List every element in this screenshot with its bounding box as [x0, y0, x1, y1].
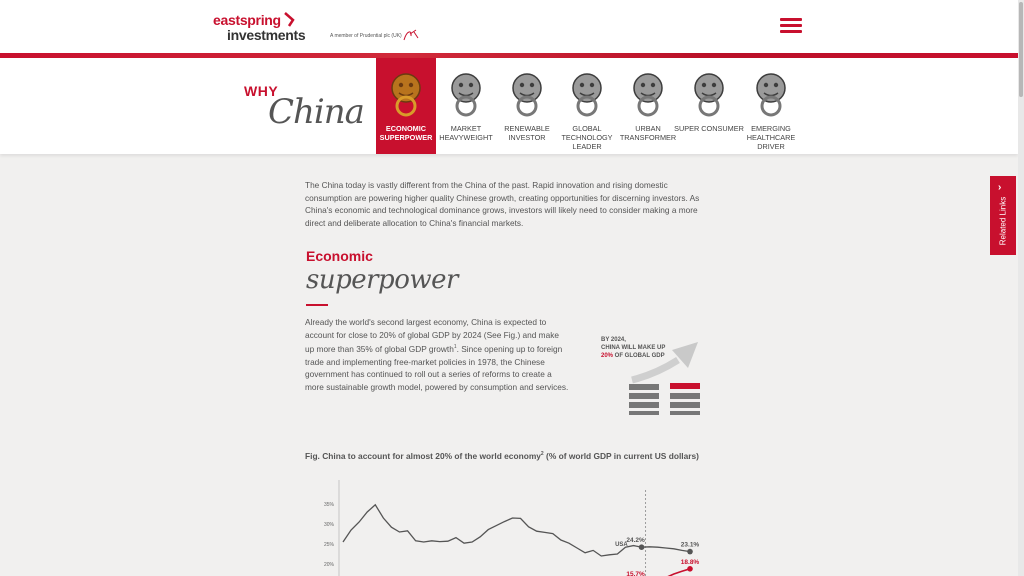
- gdp-growth-infographic: [626, 340, 706, 416]
- hero-china: China: [268, 92, 364, 132]
- y-tick-label: 35%: [323, 502, 334, 508]
- nav-item-global-technology-leader[interactable]: [557, 58, 617, 154]
- nav-item-label: ECONOMIC SUPERPOWER: [379, 124, 433, 142]
- page-scrollbar[interactable]: [1018, 0, 1024, 576]
- data-label: 15.7%: [626, 571, 645, 576]
- nav-item-label: MARKET HEAVYWEIGHT: [439, 124, 493, 142]
- menu-bar-icon: [780, 30, 802, 33]
- topic-navigation: [0, 58, 1018, 154]
- hamburger-menu-button[interactable]: [780, 18, 802, 34]
- series-line-china: [658, 569, 690, 576]
- data-point: [687, 566, 693, 572]
- related-links-tab[interactable]: [990, 176, 1016, 255]
- data-point: [687, 549, 693, 555]
- nav-item-label: GLOBAL TECHNOLOGY LEADER: [561, 124, 613, 151]
- nav-item-urban-transformer[interactable]: [618, 58, 678, 154]
- door-knocker-icon: [449, 72, 483, 118]
- scrollbar-thumb[interactable]: [1019, 2, 1023, 97]
- menu-bar-icon: [780, 18, 802, 21]
- series-line-usa: [343, 505, 690, 556]
- nav-item-label: RENEWABLE INVESTOR: [504, 124, 550, 142]
- menu-bar-icon: [780, 24, 802, 27]
- y-tick-label: 20%: [323, 562, 334, 568]
- door-knocker-icon: [389, 72, 423, 118]
- nav-item-label: URBAN TRANSFORMER: [619, 124, 677, 142]
- data-label: 24.2%: [626, 537, 645, 545]
- top-header: [0, 0, 1018, 53]
- y-tick-label: 25%: [323, 542, 334, 548]
- intro-paragraph: The China today is vastly different from the China of the past. Rapid innovation and rising domestic consumption are powering higher quality Chinese growth, creating opportunities for discerning investors. As China's economic and technological dominance grows, investors will likely need to consider making a more direct and deliberate allocation to China's financial markets.: [305, 180, 700, 228]
- hero-why: WHY: [244, 83, 279, 99]
- eastspring-logo[interactable]: [213, 12, 323, 42]
- logo-text-investments: investments: [227, 27, 306, 43]
- section-heading: Economic: [306, 248, 373, 264]
- member-tagline: A member of Prudential plc (UK): [330, 33, 402, 39]
- data-label: 23.1%: [680, 541, 700, 549]
- door-knocker-icon: [631, 72, 665, 118]
- gdp-callout: BY 2024, CHINA WILL MAKE UP 20% OF GLOBAL GDP: [601, 337, 666, 359]
- figure-title: Fig. China to account for almost 20% of the world economy$^2$ (% of world GDP in current US dollars): [305, 451, 699, 461]
- door-knocker-icon: [754, 72, 788, 118]
- heading-divider: [306, 304, 328, 306]
- nav-item-super-consumer[interactable]: [674, 58, 744, 154]
- logo-text-eastspring: eastspring: [213, 12, 281, 28]
- data-point: [639, 544, 645, 550]
- prudential-logo-icon: [402, 28, 420, 42]
- nav-item-market-heavyweight[interactable]: [436, 58, 496, 154]
- nav-item-emerging-healthcare-driver[interactable]: [741, 58, 801, 154]
- door-knocker-icon: [692, 72, 726, 118]
- data-label: 18.8%: [680, 558, 700, 566]
- section-body: Already the world's second largest economy, China is expected to account for close to 20% of global GDP by 2024 (See Fig.) and make up more than 35% of global GDP growth$^1$. Since opening up to foreign trade and implementing free-market policies in 1978, the Chinese government has continued to roll out a series of reforms to create a more sustainable growth model, powered by consumption and services.: [305, 317, 569, 392]
- nav-item-label: EMERGING HEALTHCARE DRIVER: [746, 124, 796, 151]
- chevron-right-icon: ›: [998, 182, 1002, 193]
- y-tick-label: 30%: [323, 522, 334, 528]
- door-knocker-icon: [570, 72, 604, 118]
- door-knocker-icon: [510, 72, 544, 118]
- series-label-usa: USA: [615, 542, 628, 548]
- nav-item-renewable-investor[interactable]: [497, 58, 557, 154]
- nav-item-economic-superpower[interactable]: [376, 58, 436, 154]
- section-subheading: superpower: [306, 265, 458, 295]
- nav-item-label: SUPER CONSUMER: [674, 124, 744, 133]
- gdp-share-chart: [305, 480, 725, 576]
- related-links-label: Related Links: [998, 196, 1008, 246]
